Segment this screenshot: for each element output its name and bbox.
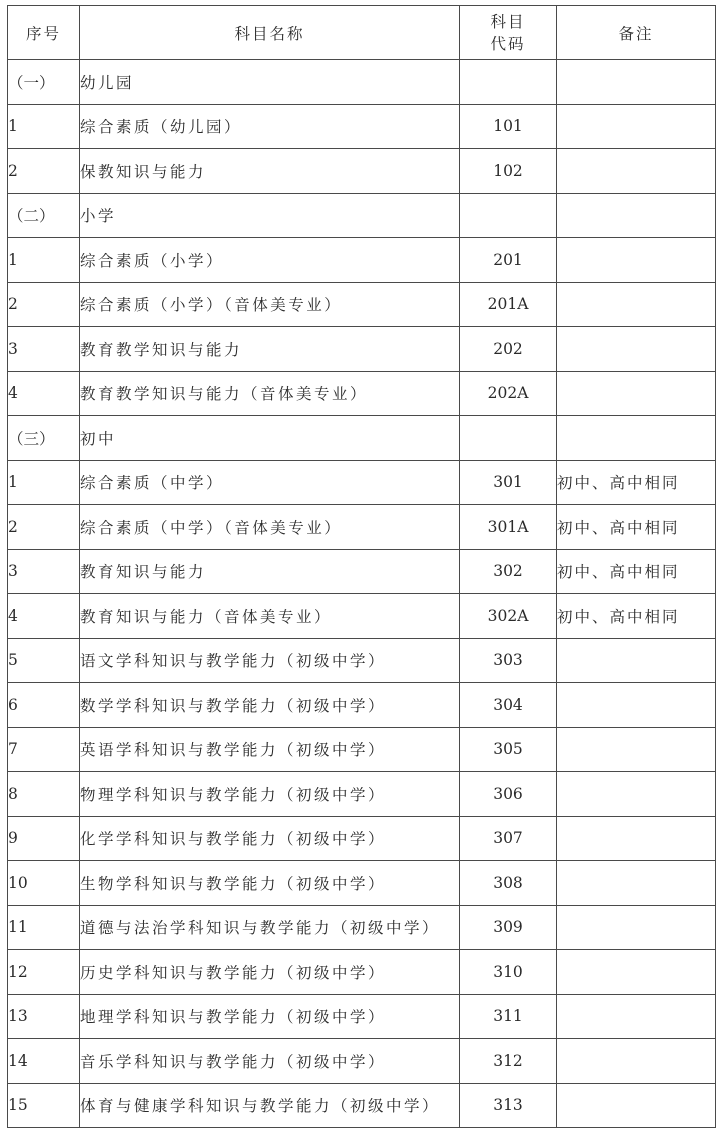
table-row [8,238,716,283]
row-number: 7 [8,727,80,772]
remark [557,282,716,327]
table-row [8,727,716,772]
remark [557,772,716,817]
remark [557,994,716,1039]
remark [557,60,716,105]
table-row [8,772,716,817]
subject-code: 201A [460,282,557,327]
subject-code: 302A [460,594,557,639]
subject-code: 307 [460,816,557,861]
subject-code: 311 [460,994,557,1039]
remark [557,683,716,728]
remark [557,950,716,995]
table-row [8,549,716,594]
subject-code: 102 [460,149,557,194]
subject-code [460,193,557,238]
table-row [8,416,716,461]
row-number: 6 [8,683,80,728]
subject-code: 312 [460,1039,557,1084]
header-no: 序号 [8,6,80,60]
subject-name: 教育知识与能力（音体美专业） [80,594,460,639]
row-number: 3 [8,549,80,594]
subject-name: 保教知识与能力 [80,149,460,194]
header-code-line1: 科目 [490,12,526,31]
table-row [8,861,716,906]
subject-name: 综合素质（中学）（音体美专业） [80,505,460,550]
row-number: 14 [8,1039,80,1084]
subject-code [460,416,557,461]
subject-code: 101 [460,104,557,149]
row-number: 1 [8,104,80,149]
row-number: 2 [8,149,80,194]
table-row [8,282,716,327]
table-body [8,60,716,1128]
subject-name: 音乐学科知识与教学能力（初级中学） [80,1039,460,1084]
row-number: 2 [8,505,80,550]
row-number: 12 [8,950,80,995]
subject-code: 310 [460,950,557,995]
subject-name: 综合素质（小学）（音体美专业） [80,282,460,327]
subject-name: 初中 [80,416,460,461]
subject-code: 308 [460,861,557,906]
subject-name: 教育教学知识与能力 [80,327,460,372]
header-note: 备注 [557,6,716,60]
row-number: 2 [8,282,80,327]
row-number: （三） [8,416,80,461]
subject-name: 教育教学知识与能力（音体美专业） [80,371,460,416]
header-row [8,6,716,60]
subject-name: 幼儿园 [80,60,460,105]
table-row [8,104,716,149]
row-number: 10 [8,861,80,906]
subject-name: 历史学科知识与教学能力（初级中学） [80,950,460,995]
subject-code: 202A [460,371,557,416]
table-row [8,994,716,1039]
subject-code: 313 [460,1083,557,1128]
table-row [8,638,716,683]
remark: 初中、高中相同 [557,505,716,550]
table-row [8,905,716,950]
subject-code: 202 [460,327,557,372]
subject-name: 道德与法治学科知识与教学能力（初级中学） [80,905,460,950]
row-number: 1 [8,460,80,505]
subject-name: 数学学科知识与教学能力（初级中学） [80,683,460,728]
subject-name: 化学学科知识与教学能力（初级中学） [80,816,460,861]
remark [557,638,716,683]
subject-name: 物理学科知识与教学能力（初级中学） [80,772,460,817]
subject-code: 305 [460,727,557,772]
subject-code: 306 [460,772,557,817]
subject-code: 301A [460,505,557,550]
subjects-table [7,5,716,1128]
table-row [8,60,716,105]
remark: 初中、高中相同 [557,460,716,505]
row-number: （二） [8,193,80,238]
table-row [8,460,716,505]
row-number: 11 [8,905,80,950]
remark [557,416,716,461]
remark [557,327,716,372]
remark [557,861,716,906]
row-number: 3 [8,327,80,372]
subject-name: 体育与健康学科知识与教学能力（初级中学） [80,1083,460,1128]
row-number: （一） [8,60,80,105]
remark [557,104,716,149]
header-code-line2: 代码 [490,34,526,53]
remark: 初中、高中相同 [557,549,716,594]
subject-code [460,60,557,105]
subject-code: 303 [460,638,557,683]
subject-code: 304 [460,683,557,728]
row-number: 4 [8,594,80,639]
row-number: 1 [8,238,80,283]
row-number: 5 [8,638,80,683]
row-number: 4 [8,371,80,416]
table-row [8,371,716,416]
remark [557,371,716,416]
table-row [8,594,716,639]
subject-name: 综合素质（小学） [80,238,460,283]
remark [557,727,716,772]
subject-name: 英语学科知识与教学能力（初级中学） [80,727,460,772]
subject-name: 地理学科知识与教学能力（初级中学） [80,994,460,1039]
remark [557,149,716,194]
subject-code: 301 [460,460,557,505]
table-row [8,193,716,238]
table-row [8,950,716,995]
table-header [8,6,716,60]
remark [557,1083,716,1128]
table-row [8,149,716,194]
subject-code: 309 [460,905,557,950]
row-number: 9 [8,816,80,861]
subject-code: 302 [460,549,557,594]
remark [557,905,716,950]
remark [557,193,716,238]
table-row [8,1083,716,1128]
remark [557,816,716,861]
subject-code: 201 [460,238,557,283]
row-number: 15 [8,1083,80,1128]
header-code [460,6,557,60]
row-number: 13 [8,994,80,1039]
remark: 初中、高中相同 [557,594,716,639]
table-row [8,505,716,550]
remark [557,238,716,283]
row-number: 8 [8,772,80,817]
subject-name: 综合素质（幼儿园） [80,104,460,149]
table-row [8,683,716,728]
remark [557,1039,716,1084]
table-row [8,1039,716,1084]
subject-name: 生物学科知识与教学能力（初级中学） [80,861,460,906]
subject-name: 小学 [80,193,460,238]
table-row [8,327,716,372]
subject-name: 综合素质（中学） [80,460,460,505]
subject-name: 语文学科知识与教学能力（初级中学） [80,638,460,683]
table-row [8,816,716,861]
header-name: 科目名称 [80,6,460,60]
subject-name: 教育知识与能力 [80,549,460,594]
